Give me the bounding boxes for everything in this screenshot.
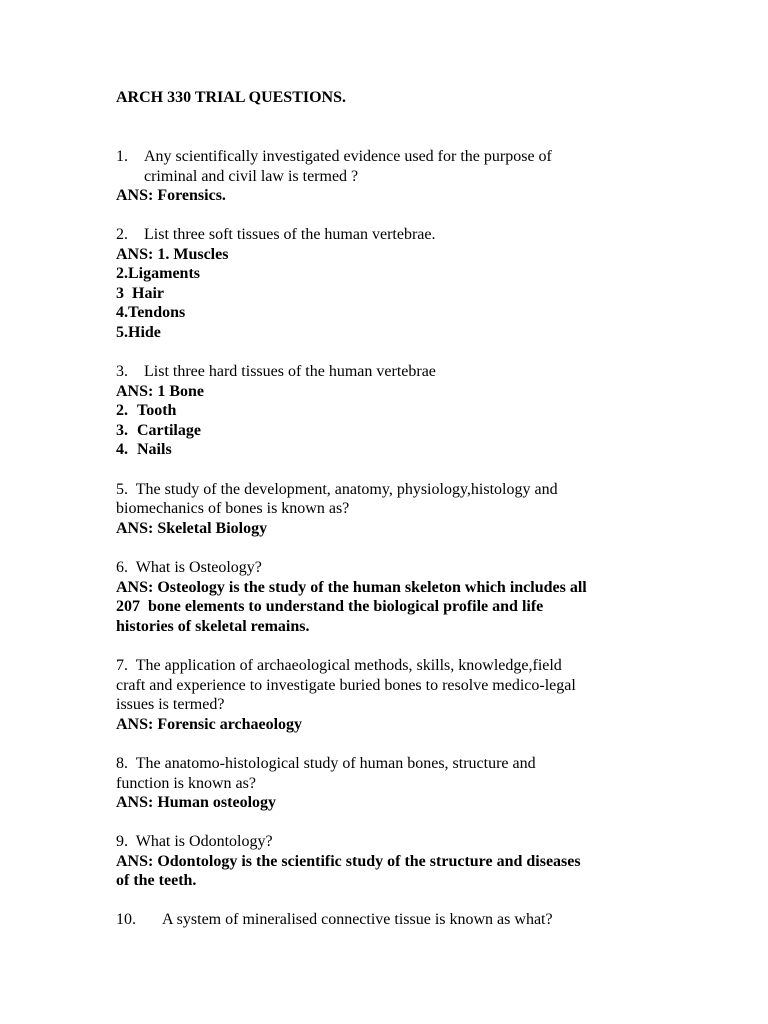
answer-3-line-4-number: 4. <box>116 441 128 458</box>
question-1-text-line-2: criminal and civil law is termed ? <box>144 168 359 185</box>
answer-6-line-1: ANS: Osteology is the study of the human skeleton which includes all <box>116 579 587 596</box>
answer-6-line-3: histories of skeletal remains. <box>116 618 310 635</box>
answer-9-line-2: of the teeth. <box>116 872 197 889</box>
answer-7: ANS: Forensic archaeology <box>116 716 303 733</box>
answer-2-line-4: 4.Tendons <box>116 304 186 321</box>
question-10-text: A system of mineralised connective tissue is known as what? <box>162 911 553 928</box>
question-6-text: 6. What is Osteology? <box>116 559 262 576</box>
answer-2-line-2: 2.Ligaments <box>116 265 200 282</box>
answer-1: ANS: Forensics. <box>116 187 226 204</box>
answer-3-line-3: Cartilage <box>137 422 201 439</box>
question-7-text-line-2: craft and experience to investigate buried bones to resolve medico-legal <box>116 677 576 694</box>
question-5-text-line-2: biomechanics of bones is known as? <box>116 500 350 517</box>
question-8-text-line-1: 8. The anatomo-histological study of human bones, structure and <box>116 755 536 772</box>
answer-8: ANS: Human osteology <box>116 794 277 811</box>
question-3-number: 3. <box>116 363 128 380</box>
answer-3-line-1: ANS: 1 Bone <box>116 383 205 400</box>
question-1-text-line-1: Any scientifically investigated evidence used for the purpose of <box>144 148 552 165</box>
page-title: ARCH 330 TRIAL QUESTIONS. <box>116 89 346 106</box>
question-10-number: 10. <box>116 911 136 928</box>
question-3-text: List three hard tissues of the human vertebrae <box>144 363 436 380</box>
answer-6-line-2: 207 bone elements to understand the biological profile and life <box>116 598 544 615</box>
question-8-text-line-2: function is known as? <box>116 775 256 792</box>
question-2-number: 2. <box>116 226 128 243</box>
answer-3-line-2: Tooth <box>137 402 177 419</box>
question-2-text: List three soft tissues of the human vertebrae. <box>144 226 436 243</box>
answer-3-line-4: Nails <box>137 441 172 458</box>
question-7-text-line-1: 7. The application of archaeological methods, skills, knowledge,field <box>116 657 562 674</box>
answer-9-line-1: ANS: Odontology is the scientific study of the structure and diseases <box>116 853 581 870</box>
answer-3-line-2-number: 2. <box>116 402 128 419</box>
question-5-text-line-1: 5. The study of the development, anatomy, physiology,histology and <box>116 481 558 498</box>
answer-2-line-3: 3 Hair <box>116 285 164 302</box>
answer-2-line-1: ANS: 1. Muscles <box>116 246 229 263</box>
answer-5: ANS: Skeletal Biology <box>116 520 268 537</box>
question-1-number: 1. <box>116 148 128 165</box>
answer-3-line-3-number: 3. <box>116 422 128 439</box>
question-7-text-line-3: issues is termed? <box>116 696 225 713</box>
question-9-text: 9. What is Odontology? <box>116 833 273 850</box>
answer-2-line-5: 5.Hide <box>116 324 161 341</box>
